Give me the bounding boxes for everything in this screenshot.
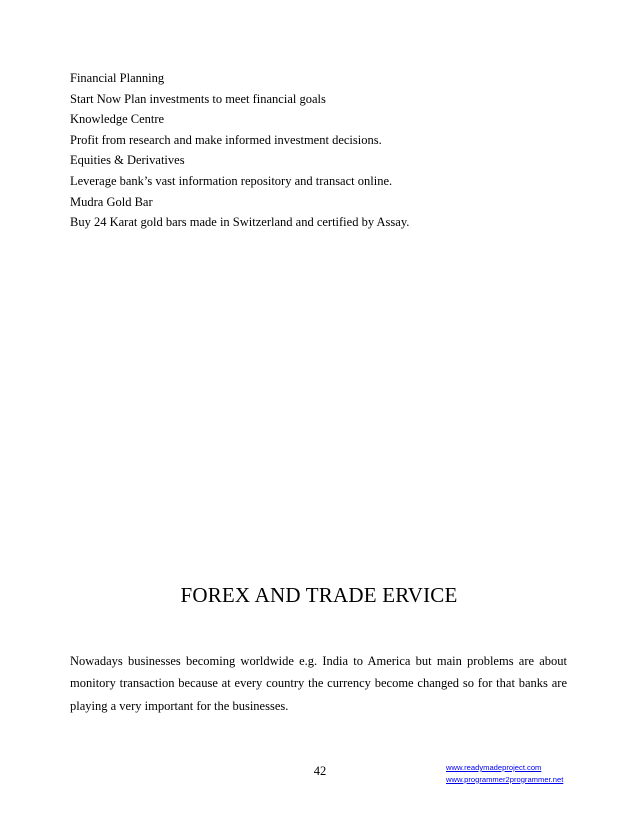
footer-links xyxy=(446,762,563,785)
list-item: Mudra Gold Bar xyxy=(70,194,153,209)
section-paragraph: Nowadays businesses becoming worldwide e.g. India to America but main problems are about monitory transaction because at every country the currency become changed so for that banks are playing a very important for the businesses. xyxy=(70,654,567,713)
list-item: Start Now Plan investments to meet financial goals xyxy=(70,91,326,106)
page-number: 42 xyxy=(313,764,327,778)
list-item: Profit from research and make informed investment decisions. xyxy=(70,132,382,147)
section-heading-text: FOREX AND TRADE ERVICE xyxy=(180,583,458,607)
list-item: Buy 24 Karat gold bars made in Switzerland and certified by Assay. xyxy=(70,215,410,230)
footer-link-readymadeproject[interactable]: www.readymadeproject.com xyxy=(446,763,542,772)
list-item: Financial Planning xyxy=(70,71,165,85)
services-list xyxy=(70,68,590,233)
list-item: Knowledge Centre xyxy=(70,112,165,127)
section-heading xyxy=(0,581,638,609)
list-item: Leverage bank’s vast information repository and transact online. xyxy=(70,173,393,188)
footer-link-programmer2programmer[interactable]: www.programmer2programmer.net xyxy=(446,774,564,784)
list-item: Equities & Derivatives xyxy=(70,153,185,168)
